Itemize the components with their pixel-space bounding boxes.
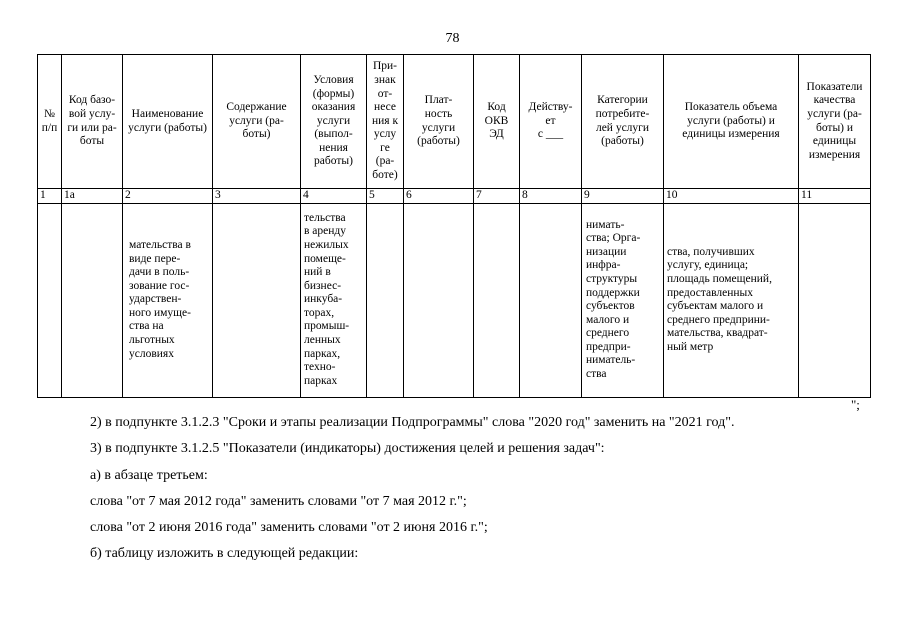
column-number: 6 [404, 189, 474, 204]
column-number: 11 [799, 189, 871, 204]
column-header: № п/п [38, 55, 62, 189]
table-cell [520, 203, 582, 397]
table-cell [62, 203, 123, 397]
column-number: 3 [213, 189, 301, 204]
column-number: 1а [62, 189, 123, 204]
column-header: Действу- ет с ___ [520, 55, 582, 189]
services-table [37, 54, 871, 398]
column-header: Наименование услуги (работы) [123, 55, 213, 189]
column-header: Код ОКВ ЭД [474, 55, 520, 189]
closing-quote-mark: "; [851, 397, 860, 412]
table-cell [367, 203, 404, 397]
paragraph: 3) в подпункте 3.1.2.5 "Показатели (индикаторы) достижения целей и решения задач": [90, 441, 605, 456]
column-number: 10 [664, 189, 799, 204]
column-number: 2 [123, 189, 213, 204]
paragraph: а) в абзаце третьем: [90, 468, 208, 483]
column-header: Содержание услуги (ра- боты) [213, 55, 301, 189]
paragraph: б) таблицу изложить в следующей редакции: [90, 546, 359, 561]
column-number-row [38, 189, 871, 204]
column-header: При- знак от- несе ния к услу ге (ра- боте) [367, 55, 404, 189]
table-cell [213, 203, 301, 397]
column-header: Показатели качества услуги (ра- боты) и единицы измерения [799, 55, 871, 189]
column-header: Показатель объема услуги (работы) и единицы измерения [664, 55, 799, 189]
column-header: Код базо- вой услу- ги или ра- боты [62, 55, 123, 189]
column-number: 7 [474, 189, 520, 204]
table-cell [38, 203, 62, 397]
table-row [38, 203, 871, 397]
column-header: Плат- ность услуги (работы) [404, 55, 474, 189]
table-cell [404, 203, 474, 397]
page-number: 78 [445, 31, 460, 46]
column-number: 9 [582, 189, 664, 204]
table-cell: тельства в аренду нежилых помеще- ний в бизнес- инкуба- торах, промыш- ленных парках, техно- парках [301, 203, 367, 397]
paragraph: слова "от 2 июня 2016 года" заменить словами "от 2 июня 2016 г."; [90, 520, 488, 535]
table-cell: мательства в виде пере- дачи в поль- зование гос- ударствен- ного имуще- ства на льготных условиях [123, 203, 213, 397]
table-cell [474, 203, 520, 397]
column-number: 5 [367, 189, 404, 204]
table-header-row [38, 55, 871, 189]
column-number: 1 [38, 189, 62, 204]
column-number: 8 [520, 189, 582, 204]
paragraph: слова "от 7 мая 2012 года" заменить словами "от 7 мая 2012 г."; [90, 494, 467, 509]
paragraph: 2) в подпункте 3.1.2.3 "Сроки и этапы реализации Подпрограммы" слова "2020 год" заменить на "2021 год". [90, 415, 735, 430]
table-cell [799, 203, 871, 397]
table-cell: ства, получивших услугу, единица; площадь помещений, предоставленных субъектам малого и среднего предприни- мательства, квадрат- ный метр [664, 203, 799, 397]
column-header: Условия (формы) оказания услуги (выпол- нения работы) [301, 55, 367, 189]
column-number: 4 [301, 189, 367, 204]
table-cell: нимать- ства; Орга- низации инфра- структуры поддержки субъектов малого и среднего предпри- ниматель- ства [582, 203, 664, 397]
column-header: Категории потребите- лей услуги (работы) [582, 55, 664, 189]
